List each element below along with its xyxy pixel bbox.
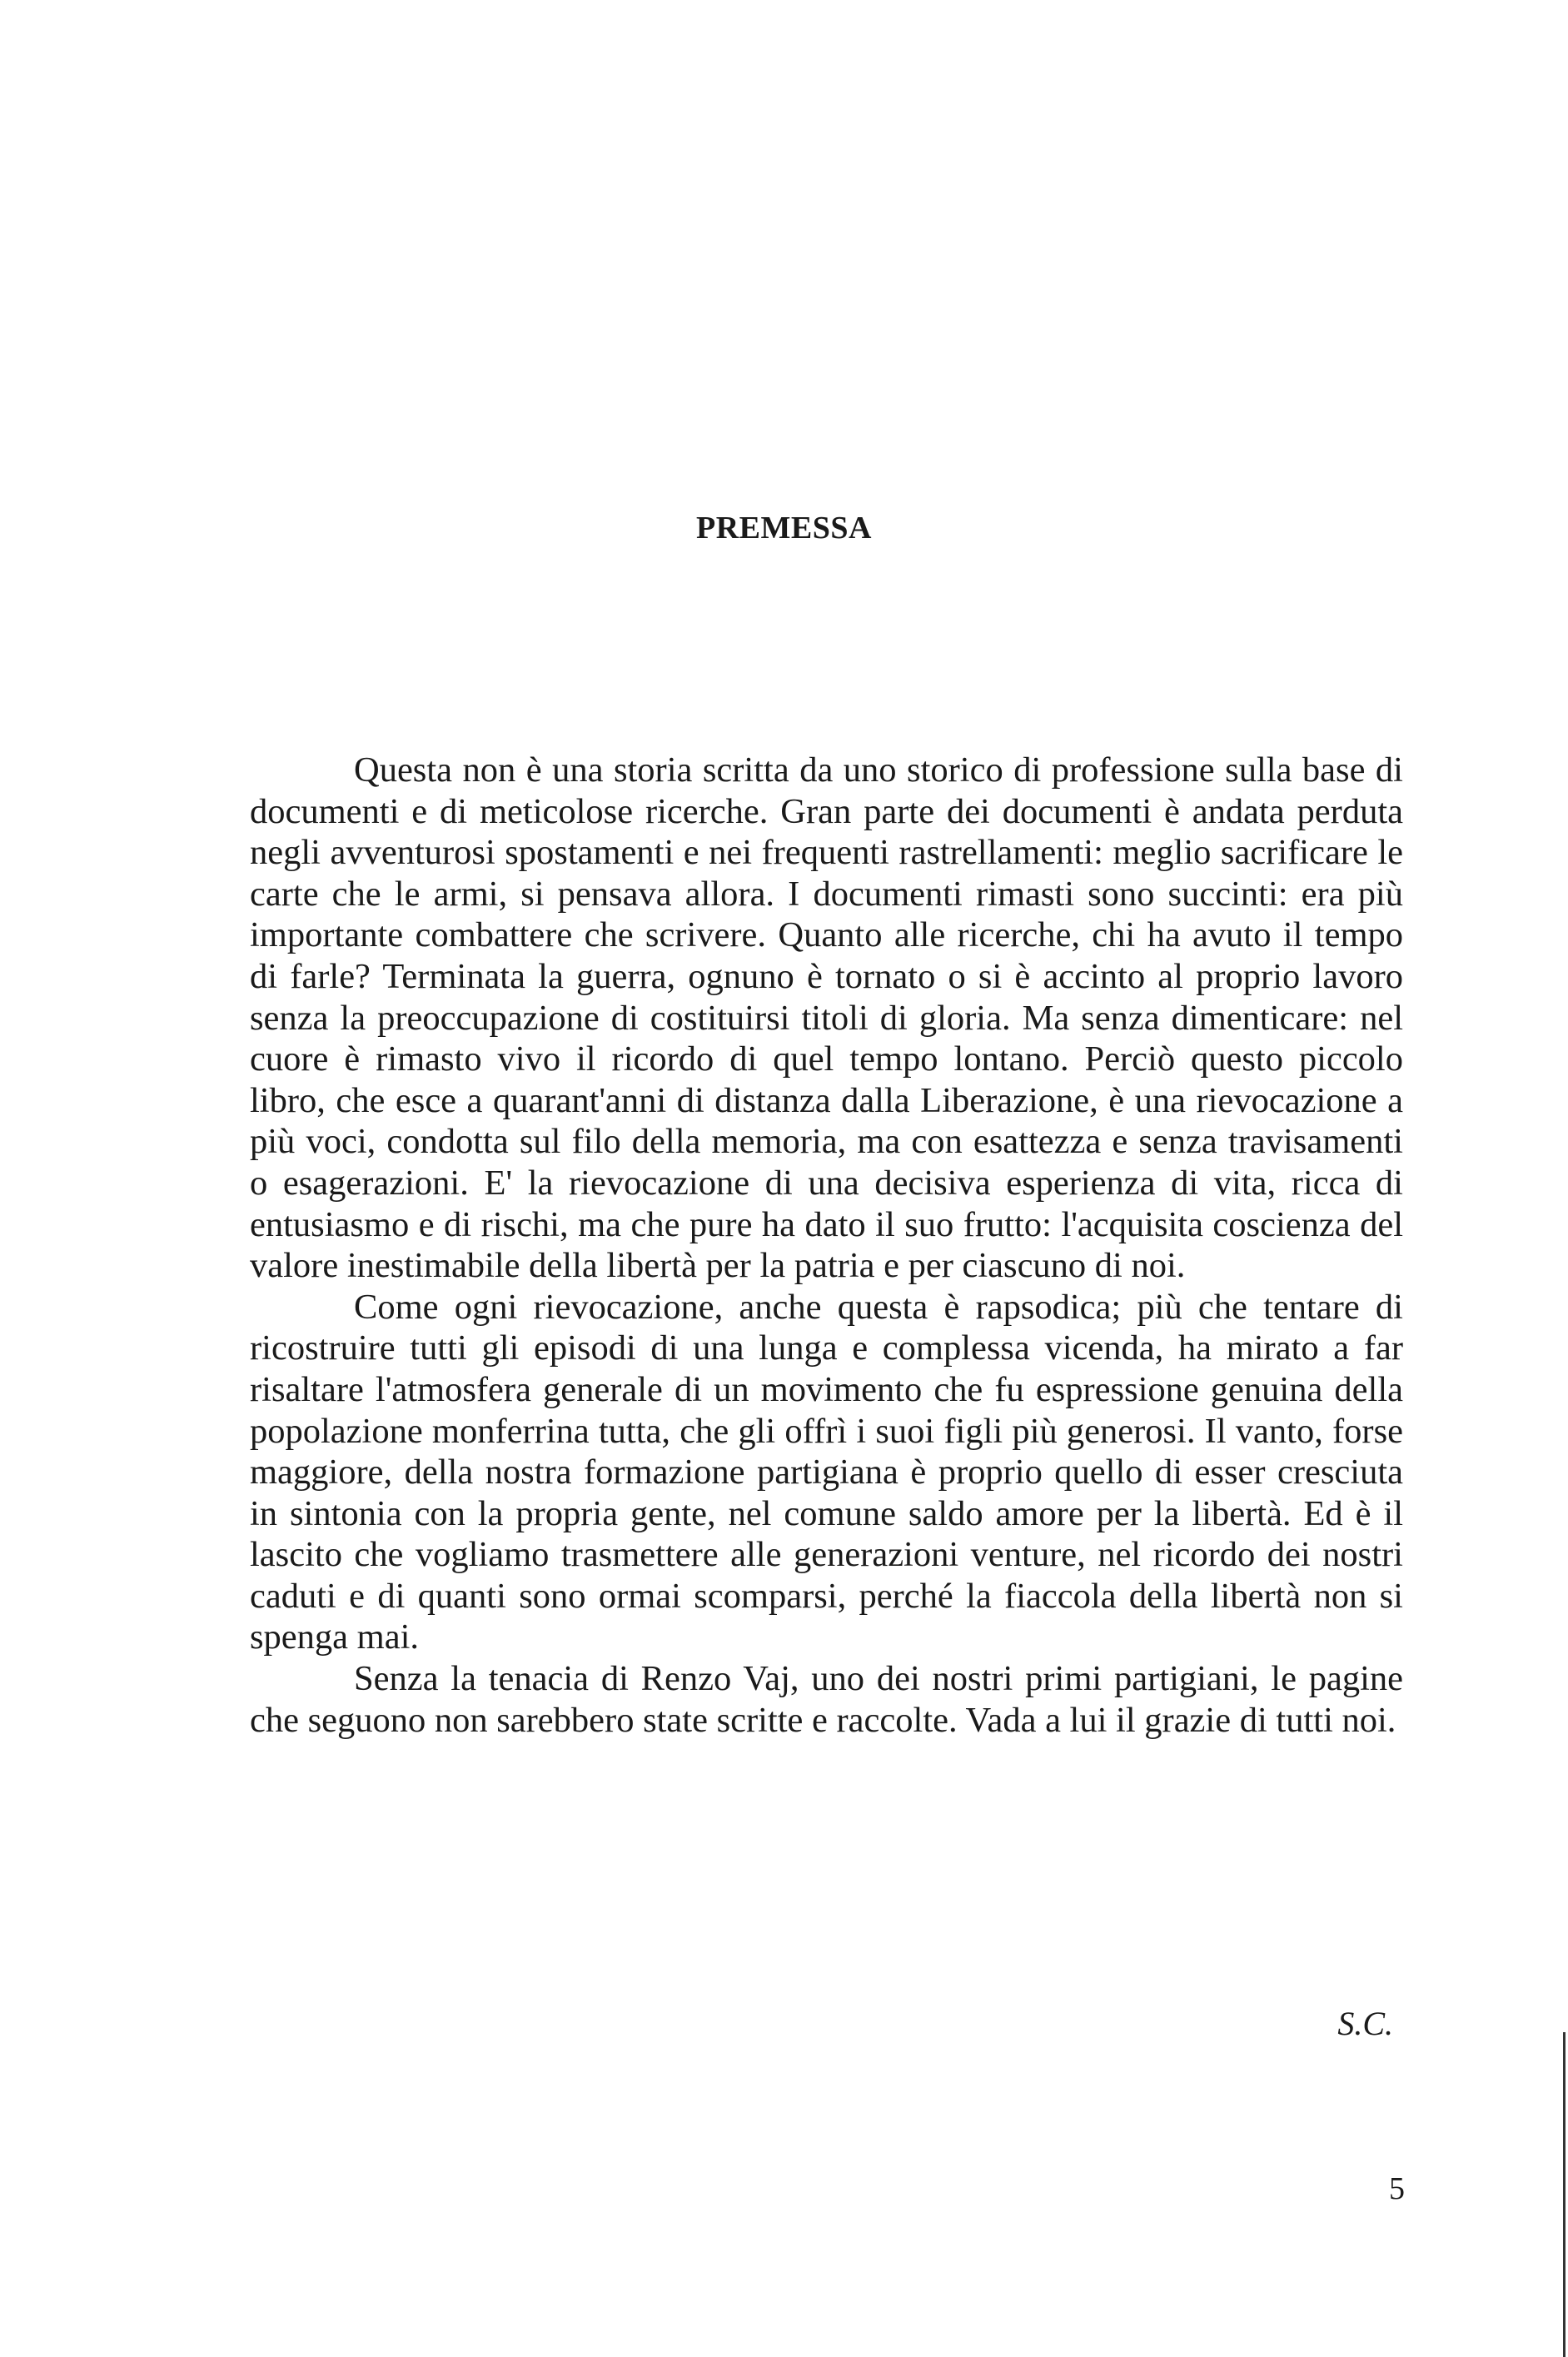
signature-initials: S.C. [1337, 2005, 1393, 2042]
page-number: 5 [1389, 2171, 1405, 2206]
paragraph-3: Senza la tenacia di Renzo Vaj, uno dei nostri primi partigiani, le pagine che seguono non sarebbero state scritte e raccolte. Vada a lui il grazie di tutti noi. [250, 1659, 1403, 1740]
page-edge-line [1563, 2032, 1566, 2357]
paragraph-2: Come ogni rievocazione, anche questa è rapsodica; più che tentare di ricostruire tutti gli episodi di una lunga e complessa vicenda, ha mirato a far risaltare l'atmosfera generale di un movimento che fu espressione genuina della popolazione monferrina tutta, che gli offrì i suoi figli più generosi. Il vanto, forse maggiore, della nostra formazione partigiana è proprio quello di esser cresciuta in sintonia con la propria gente, nel comune saldo amore per la libertà. Ed è il lascito che vogliamo trasmettere alle generazioni venture, nel ricordo dei nostri caduti e di quanti sono ormai scomparsi, perché la fiaccola della libertà non si spenga mai. [250, 1287, 1403, 1657]
page-title: PREMESSA [696, 511, 872, 546]
paragraph-1: Questa non è una storia scritta da uno storico di professione sulla base di documenti e di meticolose ricerche. Gran parte dei documenti è andata perduta negli avventurosi spostamenti e nei frequenti rastrellamenti: meglio sacrificare le carte che le armi, si pensava allora. I documenti rimasti sono succinti: era più importante combattere che scrivere. Quanto alle ricerche, chi ha avuto il tempo di farle? Terminata la guerra, ognuno è tornato o si è accinto al proprio lavoro senza la preoccupazione di costituirsi titoli di gloria. Ma senza dimenticare: nel cuore è rimasto vivo il ricordo di quel tempo lontano. Perciò questo piccolo libro, che esce a quarant'anni di distanza dalla Liberazione, è una rievocazione a più voci, condotta sul filo della memoria, ma con esattezza e senza travisamenti o esagerazioni. E' la rievocazione di una decisiva esperienza di vita, ricca di entusiasmo e di rischi, ma che pure ha dato il suo frutto: l'acquisita coscienza del valore inestimabile della libertà per la patria e per ciascuno di noi. [250, 750, 1403, 1286]
body-text [250, 750, 1403, 1741]
